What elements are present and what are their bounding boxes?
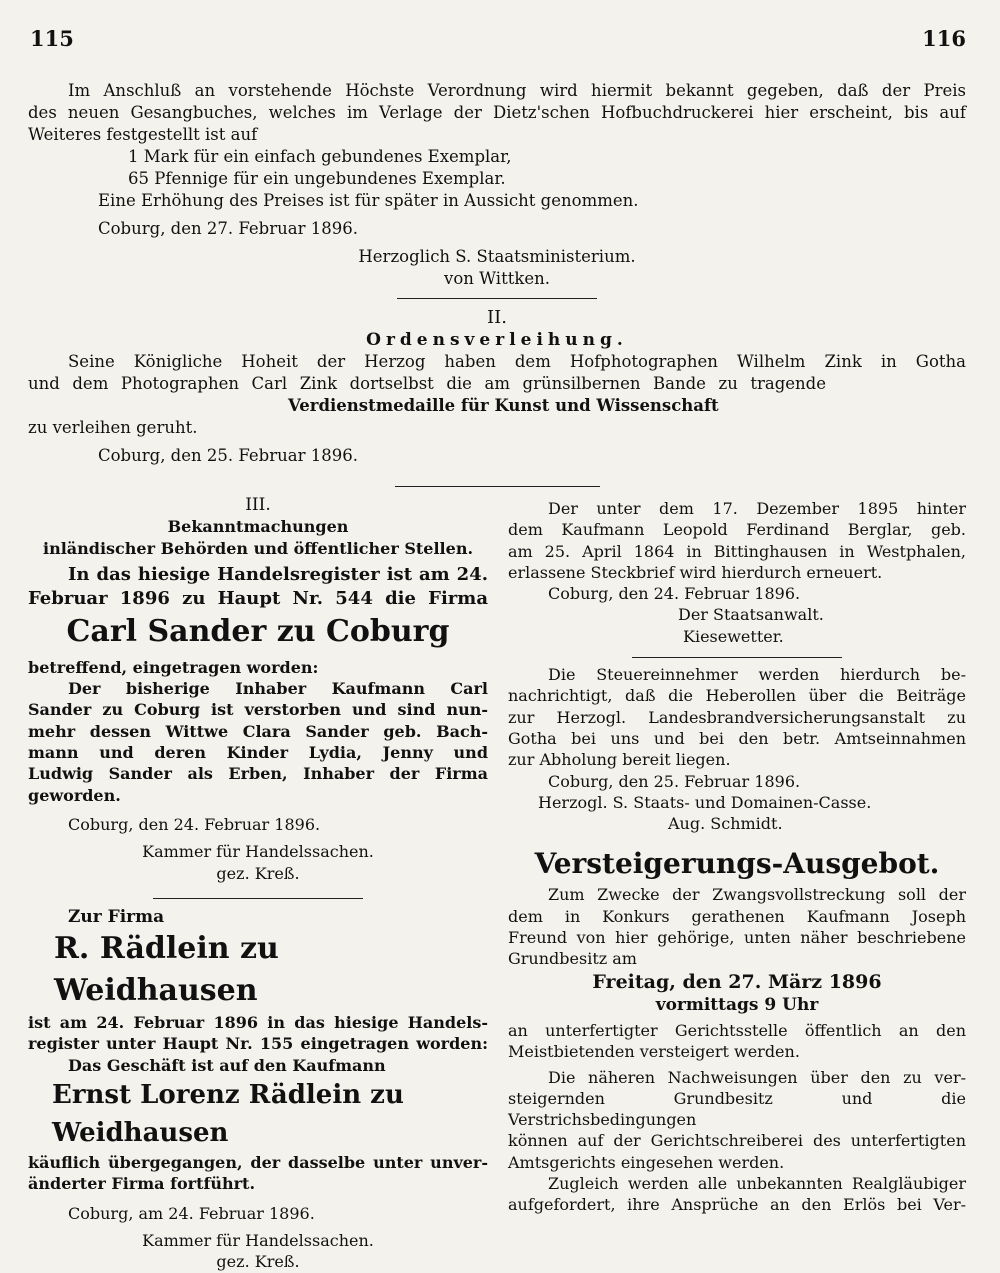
section-numeral: III. xyxy=(245,495,271,515)
text-line: geworden. xyxy=(28,785,121,805)
text-line: Die näheren Nachweisungen über den zu ver- xyxy=(548,1067,966,1087)
firm-name: Carl Sander zu Coburg xyxy=(66,613,450,649)
divider xyxy=(632,657,842,658)
text-line: Der bisherige Inhaber Kaufmann Carl xyxy=(68,679,488,699)
auction-date: Freitag, den 27. März 1896 xyxy=(592,970,882,993)
signer: Aug. Schmidt. xyxy=(668,814,783,834)
text-line: In das hiesige Handelsregister ist am 24. xyxy=(68,563,488,585)
price-line: 1 Mark für ein einfach gebundenes Exemplar, xyxy=(128,147,512,166)
signer: Kammer für Handelssachen. xyxy=(142,842,374,862)
price-line: 65 Pfennige für ein ungebundenes Exemplar. xyxy=(128,169,506,188)
section-heading: Ordensverleihung. xyxy=(366,330,628,350)
price-announcement xyxy=(28,80,966,467)
text-line: erlassene Steckbrief wird hierdurch erneuert. xyxy=(508,562,883,582)
text-line: Freund von hier gehörige, unten näher beschriebene xyxy=(508,928,966,948)
signer: Herzoglich S. Staatsministerium. xyxy=(358,247,636,266)
text-line: Amtsgerichts eingesehen werden. xyxy=(508,1152,785,1172)
text-line: dem Kaufmann Leopold Ferdinand Berglar, geb. xyxy=(508,520,966,540)
text-line: änderter Firma fortführt. xyxy=(28,1174,256,1194)
auction-title: Versteigerungs-Ausgebot. xyxy=(534,847,940,881)
date-line: Coburg, den 24. Februar 1896. xyxy=(548,584,801,604)
text-line: Im Anschluß an vorstehende Höchste Verordnung wird hiermit bekannt gegeben, daß der Preis xyxy=(68,81,966,100)
signer: Kammer für Handelssachen. xyxy=(142,1230,374,1250)
text-line: Grundbesitz am xyxy=(508,949,637,969)
divider xyxy=(153,898,363,899)
firm-name: R. Rädlein zu Weidhausen xyxy=(54,931,279,1009)
text-line: Seine Königliche Hoheit der Herzog haben dem Hofphotographen Wilhelm Zink in Gotha xyxy=(68,352,966,371)
text-line: Zur Firma xyxy=(68,906,165,927)
text-line: Gotha bei uns und bei den betr. Amtseinnahmen xyxy=(508,728,966,748)
signer: Kiesewetter. xyxy=(683,626,784,646)
text-line: Verdienstmedaille für Kunst und Wissenschaft xyxy=(288,396,719,415)
signer: gez. Kreß. xyxy=(216,863,300,883)
date-line: Coburg, den 24. Februar 1896. xyxy=(68,814,321,834)
signer: Herzogl. S. Staats- und Domainen-Casse. xyxy=(538,792,872,812)
text-line: am 25. April 1864 in Bittinghausen in Westphalen, xyxy=(508,541,966,561)
section-numeral: II. xyxy=(487,307,507,328)
signer: gez. Kreß. xyxy=(216,1252,300,1272)
date-line: Coburg, am 24. Februar 1896. xyxy=(68,1203,315,1223)
text-line: Meistbietenden versteigert werden. xyxy=(508,1042,800,1062)
auction-time: vormittags 9 Uhr xyxy=(655,994,819,1015)
text-line: steigernden Grundbesitz und die Verstrichsbedingungen xyxy=(508,1088,966,1130)
right-column xyxy=(508,498,966,1216)
text-line: Februar 1896 zu Haupt Nr. 544 die Firma xyxy=(28,587,488,609)
page-number-right: 116 xyxy=(922,26,966,51)
owner-name: Ernst Lorenz Rädlein zu Weidhausen xyxy=(52,1080,404,1149)
text-line: käuflich übergegangen, der dasselbe unter unver- xyxy=(28,1153,488,1173)
text-line: Eine Erhöhung des Preises ist für später in Aussicht genommen. xyxy=(98,191,639,210)
text-line: Sander zu Coburg ist verstorben und sind nun- xyxy=(28,700,488,720)
date-line: Coburg, den 25. Februar 1896. xyxy=(548,771,801,791)
text-line: Weiteres festgestellt ist auf xyxy=(28,125,258,144)
text-line: register unter Haupt Nr. 155 eingetragen worden: xyxy=(28,1034,488,1054)
text-line: aufgefordert, ihre Ansprüche an den Erlös bei Ver- xyxy=(508,1195,966,1215)
section-heading: inländischer Behörden und öffentlicher Stellen. xyxy=(42,538,474,558)
text-line: ist am 24. Februar 1896 in das hiesige Handels- xyxy=(28,1013,488,1033)
date-line: Coburg, den 25. Februar 1896. xyxy=(98,446,358,465)
text-line: Zum Zwecke der Zwangsvollstreckung soll der xyxy=(548,885,966,905)
text-line: mehr dessen Wittwe Clara Sander geb. Bach- xyxy=(28,721,488,741)
text-line: nachrichtigt, daß die Heberollen über die Beiträge xyxy=(508,686,966,706)
text-line: können auf der Gerichtschreiberei des unterfertigten xyxy=(508,1131,966,1151)
date-line: Coburg, den 27. Februar 1896. xyxy=(98,219,358,238)
signer: von Wittken. xyxy=(444,269,550,288)
text-line: des neuen Gesangbuches, welches im Verlage der Dietz'schen Hofbuchdruckerei hier erscheint, bis auf xyxy=(28,103,966,122)
left-column xyxy=(28,495,488,1273)
divider xyxy=(395,486,600,487)
text-line: Ludwig Sander als Erben, Inhaber der Firma xyxy=(28,764,488,784)
text-line: dem in Konkurs gerathenen Kaufmann Joseph xyxy=(508,906,966,926)
text-line: und dem Photographen Carl Zink dortselbst die am grünsilbernen Bande zu tragende xyxy=(28,374,826,393)
text-line: Das Geschäft ist auf den Kaufmann xyxy=(68,1055,386,1075)
text-line: zu verleihen geruht. xyxy=(28,418,198,437)
text-line: mann und deren Kinder Lydia, Jenny und xyxy=(28,743,488,763)
text-line: Der unter dem 17. Dezember 1895 hinter xyxy=(548,499,966,518)
text-line: Zugleich werden alle unbekannten Realgläubiger xyxy=(548,1174,966,1194)
divider xyxy=(397,298,597,299)
text-line: Die Steuereinnehmer werden hierdurch be- xyxy=(548,665,966,685)
page-number-left: 115 xyxy=(30,26,74,51)
section-heading: Bekanntmachungen xyxy=(167,517,349,537)
text-line: betreffend, eingetragen worden: xyxy=(28,657,319,677)
signer: Der Staatsanwalt. xyxy=(678,605,824,625)
text-line: zur Herzogl. Landesbrandversicherungsanstalt zu xyxy=(508,707,966,727)
text-line: an unterfertigter Gerichtsstelle öffentlich an den xyxy=(508,1020,966,1040)
text-line: zur Abholung bereit liegen. xyxy=(508,750,731,770)
